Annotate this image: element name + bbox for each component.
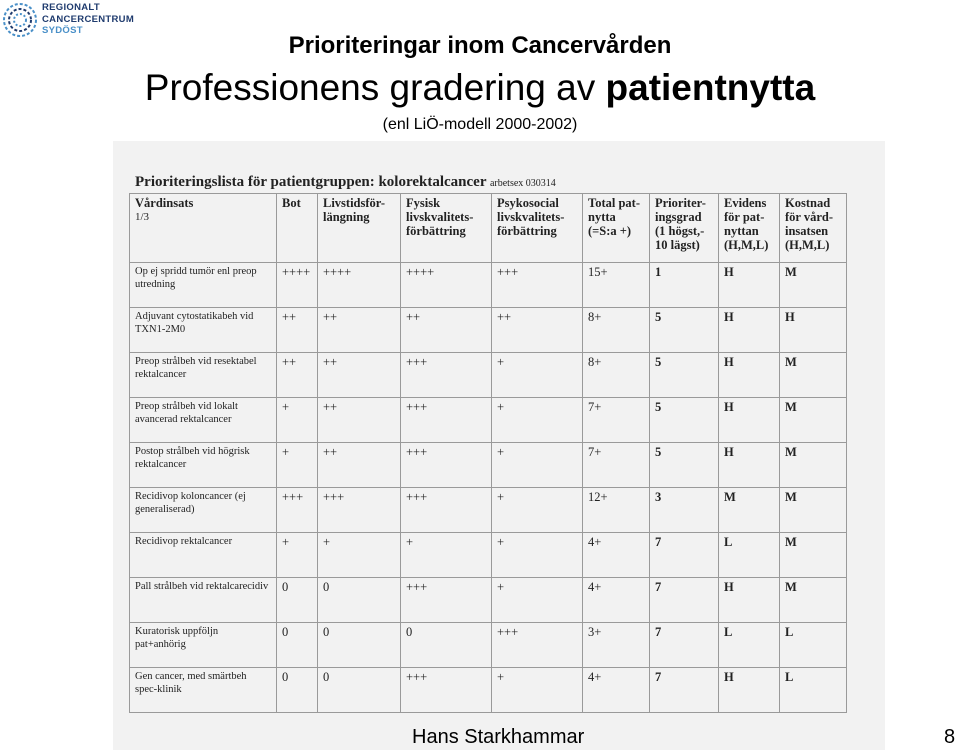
- row-label-cell: Preop strålbeh vid resektabel rektalcancer: [130, 353, 277, 398]
- table-cell: +++: [492, 263, 583, 308]
- row-label-cell: Recidivop koloncancer (ej generaliserad): [130, 488, 277, 533]
- table-cell: 4+: [583, 578, 650, 623]
- table-cell: 0: [277, 578, 318, 623]
- table-cell: M: [780, 263, 847, 308]
- table-cell: M: [780, 578, 847, 623]
- logo-line-1: REGIONALT: [42, 2, 100, 13]
- table-cell: 5: [650, 308, 719, 353]
- table-row: [130, 308, 847, 353]
- header-text: Psykosocial livskvalitets-förbättring: [497, 196, 565, 238]
- table-cell: 7+: [583, 398, 650, 443]
- table-cell: 7: [650, 533, 719, 578]
- table-cell: M: [780, 533, 847, 578]
- header-subtext: (H,M,L): [785, 238, 830, 252]
- table-row: [130, 668, 847, 713]
- header-text: Bot: [282, 196, 301, 210]
- table-header-cell: [583, 194, 650, 263]
- subtitle-emphasis: patientnytta: [605, 67, 816, 108]
- table-body: [130, 263, 847, 713]
- table-header-cell: [130, 194, 277, 263]
- row-label-cell: Kuratorisk uppföljn pat+anhörig: [130, 623, 277, 668]
- table-header-cell: [719, 194, 780, 263]
- table-cell: +: [318, 533, 401, 578]
- table-cell: +++: [401, 443, 492, 488]
- table-cell: +++: [401, 668, 492, 713]
- scan-heading-text: Prioriteringslista för patientgruppen: kolorektalcancer: [135, 174, 487, 190]
- table-cell: L: [780, 623, 847, 668]
- table-cell: H: [719, 308, 780, 353]
- header-text: Total pat-nytta: [588, 196, 640, 224]
- table-cell: H: [719, 398, 780, 443]
- table-cell: +++: [277, 488, 318, 533]
- table-cell: ++: [277, 308, 318, 353]
- table-cell: ++: [492, 308, 583, 353]
- table-cell: ++: [318, 398, 401, 443]
- row-label-cell: Recidivop rektalcancer: [130, 533, 277, 578]
- table-cell: M: [719, 488, 780, 533]
- table-cell: 5: [650, 353, 719, 398]
- table-cell: M: [780, 443, 847, 488]
- table-cell: 12+: [583, 488, 650, 533]
- table-header-row: [130, 194, 847, 263]
- table-row: [130, 443, 847, 488]
- table-cell: ++++: [318, 263, 401, 308]
- table-row: [130, 398, 847, 443]
- table-cell: M: [780, 353, 847, 398]
- table-cell: 7: [650, 668, 719, 713]
- table-cell: 4+: [583, 668, 650, 713]
- table-cell: H: [719, 353, 780, 398]
- row-label-cell: Preop strålbeh vid lokalt avancerad rektalcancer: [130, 398, 277, 443]
- source-note: (enl LiÖ-modell 2000-2002): [382, 116, 578, 133]
- table-cell: ++: [318, 353, 401, 398]
- table-cell: 1: [650, 263, 719, 308]
- page-number: 8: [944, 726, 956, 748]
- header-subtext: 1/3: [135, 211, 150, 223]
- table-cell: +++: [401, 353, 492, 398]
- table-header-cell: [650, 194, 719, 263]
- table-cell: 5: [650, 443, 719, 488]
- table-cell: L: [719, 623, 780, 668]
- table-cell: ++: [277, 353, 318, 398]
- table-cell: 0: [277, 668, 318, 713]
- subtitle-prefix: Professionens gradering av: [144, 67, 606, 108]
- header-subtext: (H,M,L): [724, 238, 769, 252]
- table-cell: +: [492, 533, 583, 578]
- header-subtext: (=S:a +): [588, 224, 632, 238]
- table-header-cell: [780, 194, 847, 263]
- table-cell: +: [492, 488, 583, 533]
- table-cell: +: [492, 443, 583, 488]
- table-header-cell: [401, 194, 492, 263]
- table-cell: L: [719, 533, 780, 578]
- table-cell: 3+: [583, 623, 650, 668]
- table-cell: H: [719, 578, 780, 623]
- table-cell: 7: [650, 623, 719, 668]
- table-cell: 0: [277, 623, 318, 668]
- scan-heading-sub: arbetsex 030314: [489, 178, 556, 189]
- logo-line-2: CANCERCENTRUM: [42, 13, 135, 25]
- table-row: [130, 578, 847, 623]
- table-cell: +: [492, 668, 583, 713]
- table-cell: +++: [401, 488, 492, 533]
- table-cell: L: [780, 668, 847, 713]
- table-cell: +++: [401, 578, 492, 623]
- table-cell: 0: [401, 623, 492, 668]
- table-cell: 4+: [583, 533, 650, 578]
- table-cell: 5: [650, 398, 719, 443]
- table-row: [130, 488, 847, 533]
- table-cell: H: [719, 443, 780, 488]
- header-text: Livstidsför-längning: [323, 196, 386, 224]
- table-cell: ++: [318, 443, 401, 488]
- table-cell: 7+: [583, 443, 650, 488]
- table-cell: +: [401, 533, 492, 578]
- table-cell: H: [719, 263, 780, 308]
- header-text: Fysisk livskvalitets-förbättring: [406, 196, 474, 238]
- table-cell: +: [277, 533, 318, 578]
- table-cell: 8+: [583, 308, 650, 353]
- presenter-name: Hans Starkhammar: [412, 726, 585, 748]
- header-subtext: (1 högst,- 10 lägst): [655, 224, 705, 252]
- table-cell: +++: [401, 398, 492, 443]
- row-label-cell: Postop strålbeh vid högrisk rektalcancer: [130, 443, 277, 488]
- row-label-cell: Gen cancer, med smärtbeh spec-klinik: [130, 668, 277, 713]
- table-row: [130, 623, 847, 668]
- scanned-document: [113, 141, 885, 750]
- table-cell: 8+: [583, 353, 650, 398]
- table-cell: +: [492, 353, 583, 398]
- table-cell: 0: [318, 623, 401, 668]
- table-row: [130, 353, 847, 398]
- table-header-cell: [277, 194, 318, 263]
- table-cell: H: [719, 668, 780, 713]
- priority-table: [129, 193, 847, 713]
- slide-subtitle: [0, 66, 960, 110]
- row-label-cell: Op ej spridd tumör enl preop utredning: [130, 263, 277, 308]
- table-cell: 3: [650, 488, 719, 533]
- table-cell: +: [277, 443, 318, 488]
- table-row: [130, 533, 847, 578]
- table-cell: +++: [492, 623, 583, 668]
- table-cell: +++: [318, 488, 401, 533]
- header-text: Prioriter-ingsgrad: [655, 196, 706, 224]
- table-cell: M: [780, 398, 847, 443]
- header-text: Kostnad för vård-insatsen: [785, 196, 834, 238]
- row-label-cell: Adjuvant cytostatikabeh vid TXN1-2M0: [130, 308, 277, 353]
- header-text: Vårdinsats: [135, 196, 194, 210]
- logo-line-3: SYDÖST: [42, 25, 83, 36]
- table-cell: 0: [318, 578, 401, 623]
- table-header-cell: [318, 194, 401, 263]
- table-cell: ++++: [401, 263, 492, 308]
- slide-title: Prioriteringar inom Cancervården: [288, 32, 672, 59]
- scan-heading: [135, 174, 556, 191]
- table-cell: +: [492, 578, 583, 623]
- table-cell: H: [780, 308, 847, 353]
- table-cell: 15+: [583, 263, 650, 308]
- table-cell: ++: [401, 308, 492, 353]
- table-cell: +: [277, 398, 318, 443]
- table-header-cell: [492, 194, 583, 263]
- table-cell: ++++: [277, 263, 318, 308]
- table-row: [130, 263, 847, 308]
- table-cell: M: [780, 488, 847, 533]
- row-label-cell: Pall strålbeh vid rektalcarecidiv: [130, 578, 277, 623]
- table-cell: 7: [650, 578, 719, 623]
- table-cell: ++: [318, 308, 401, 353]
- table-cell: 0: [318, 668, 401, 713]
- header-text: Evidens för pat-nyttan: [724, 196, 767, 238]
- table-cell: +: [492, 398, 583, 443]
